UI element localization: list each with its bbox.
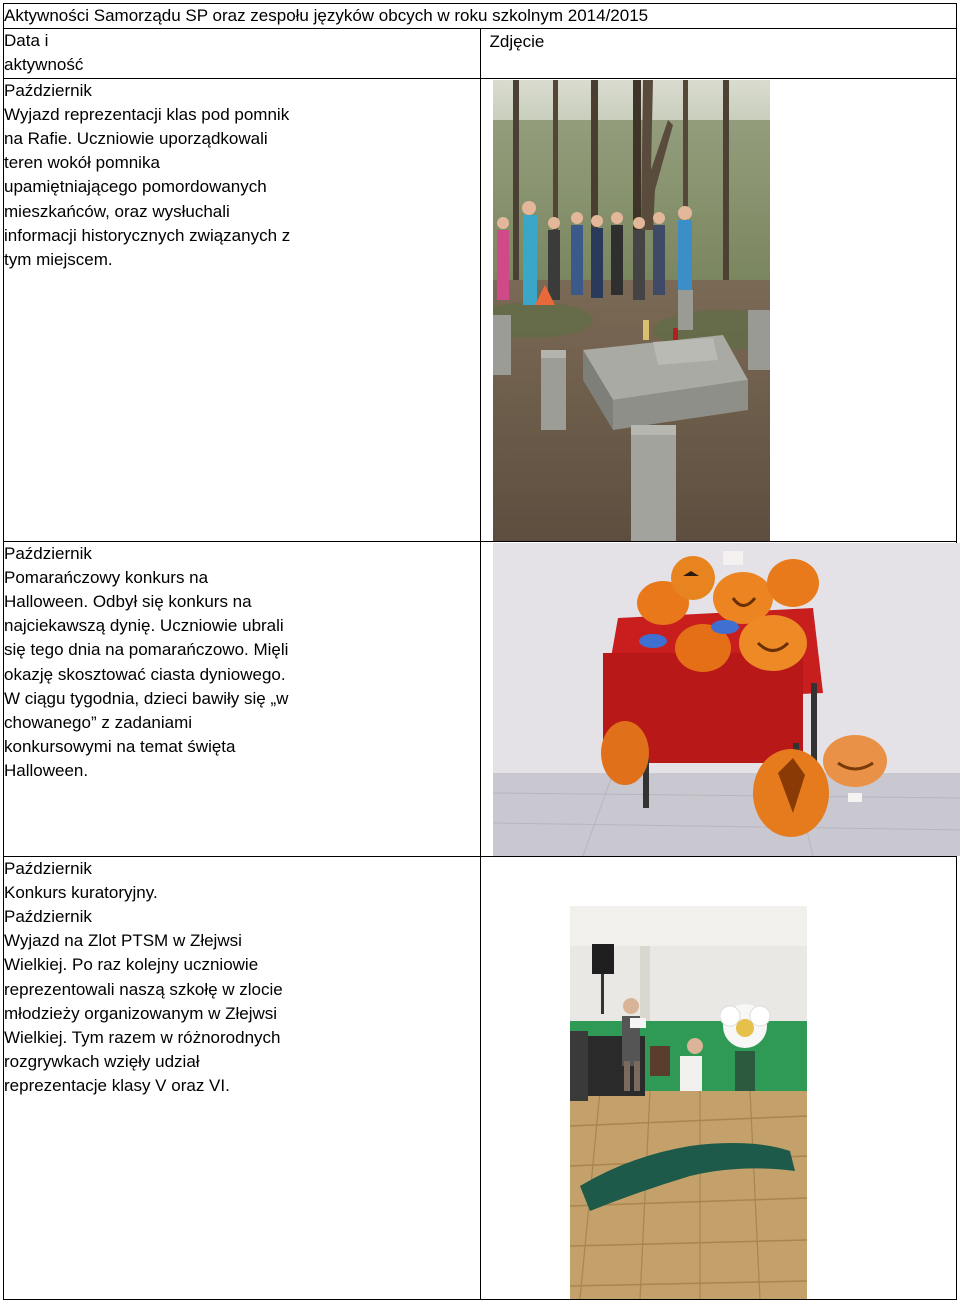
row-description: [4, 856, 481, 1299]
row-text-line: Wyjazd na Zlot PTSM w Złejwsi: [4, 931, 242, 951]
header-row: [4, 29, 957, 78]
row-month: Październik: [4, 80, 92, 100]
row-text-line: Wielkiej. Tym razem w różnorodnych: [4, 1028, 281, 1048]
row-text-line: konkursowymi na temat święta: [4, 737, 236, 757]
row-text-line: Halloween. Odbył się konkurs na: [4, 592, 252, 612]
row-text-line: mieszkańców, oraz wysłuchali: [4, 201, 230, 221]
row-photo-cell: [480, 856, 957, 1299]
halloween-pumpkins-photo: [493, 543, 960, 856]
school-performance-photo: [570, 906, 807, 1299]
row-month: Październik: [4, 543, 92, 563]
row-text-line: na Rafie. Uczniowie uporządkowali: [4, 129, 268, 149]
row-text-line: Wielkiej. Po raz kolejny uczniowie: [4, 955, 259, 975]
table-row: [4, 78, 957, 541]
row-text-line: najciekawszą dynię. Uczniowie ubrali: [4, 616, 284, 636]
table-row: [4, 856, 957, 1299]
activities-table: [3, 3, 957, 1300]
header-col1-line: Data i: [4, 31, 49, 51]
header-col1-line: aktywność: [4, 55, 84, 75]
row-photo-cell: [480, 78, 957, 541]
header-col2-label: Zdjęcie: [489, 32, 545, 52]
row-text-line: Wyjazd reprezentacji klas pod pomnik: [4, 104, 290, 124]
row-text-line: młodzieży organizowanym w Złejwsi: [4, 1003, 278, 1023]
title-row: [4, 4, 957, 29]
table-row: [4, 541, 957, 856]
row-text-line: upamiętniającego pomordowanych: [4, 177, 267, 197]
row-description: [4, 541, 481, 856]
row-text-line: Konkurs kuratoryjny.: [4, 882, 158, 902]
row-text-line: W ciągu tygodnia, dzieci bawiły się „w: [4, 688, 289, 708]
row-text-line: okazję skosztować ciasta dyniowego.: [4, 664, 286, 684]
forest-memorial-photo: [493, 80, 770, 541]
document-title: Aktywności Samorządu SP oraz zespołu języków obcych w roku szkolnym 2014/2015: [4, 4, 957, 29]
row-month: Październik: [4, 907, 92, 927]
row-text-line: reprezentowali naszą szkołę w zlocie: [4, 979, 283, 999]
row-description: [4, 78, 481, 541]
row-text-line: reprezentacje klasy V oraz VI.: [4, 1076, 230, 1096]
row-text-line: rozgrywkach wzięły udział: [4, 1052, 200, 1072]
row-photo-cell: [480, 541, 957, 856]
row-text-line: Halloween.: [4, 761, 89, 781]
header-date-activity: [4, 29, 481, 78]
row-text-line: informacji historycznych związanych z: [4, 225, 291, 245]
row-text-line: chowanego” z zadaniami: [4, 713, 193, 733]
row-text-line: Pomarańczowy konkurs na: [4, 567, 209, 587]
header-photo: [480, 29, 957, 78]
row-text-line: teren wokół pomnika: [4, 153, 160, 173]
row-text-line: się tego dnia na pomarańczowo. Mięli: [4, 640, 289, 660]
row-text-line: tym miejscem.: [4, 250, 113, 270]
row-month: Październik: [4, 858, 92, 878]
